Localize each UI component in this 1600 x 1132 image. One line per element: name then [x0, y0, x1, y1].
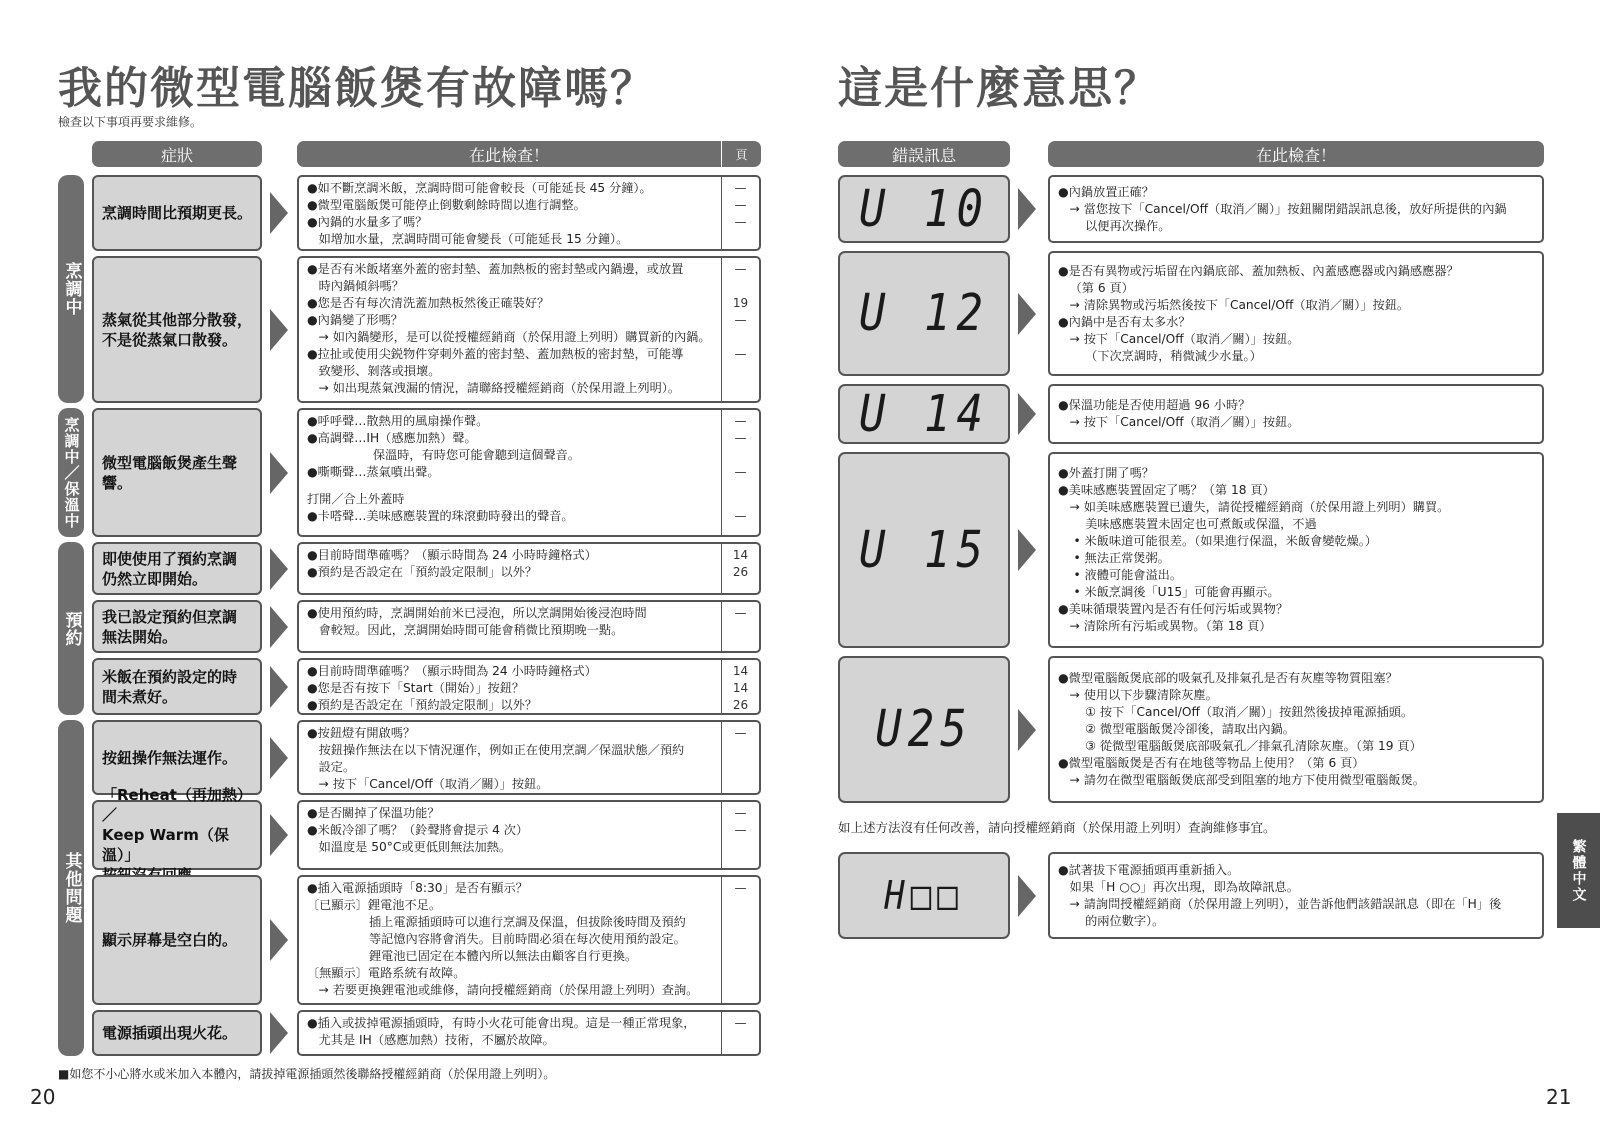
- check-cell: [297, 720, 761, 795]
- left-page-title: 我的微型電腦飯煲有故障嗎？: [58, 63, 656, 114]
- check-line: 按鈕操作無法在以下情況運作，例如正在使用烹調／保溫狀態／預約: [307, 743, 685, 757]
- check-line: • 無法正常煲粥。: [1058, 551, 1170, 565]
- check-line: ② 微型電腦飯煲冷卻後，請取出內鍋。: [1058, 722, 1295, 736]
- error-check-box: [1048, 656, 1544, 803]
- error-check-box: [1048, 251, 1544, 376]
- check-line: ●按鈕燈有開啟嗎？: [307, 726, 416, 740]
- check-line: 時內鍋傾斜嗎？: [307, 279, 404, 293]
- symptom-cell: [92, 408, 262, 537]
- page-ref: 26: [732, 698, 749, 712]
- arrow-icon: [1018, 293, 1036, 335]
- page-ref: —: [734, 1016, 747, 1030]
- arrow-icon: [270, 666, 288, 708]
- arrow-icon: [1018, 529, 1036, 571]
- symptom-cell: [92, 875, 262, 1005]
- page-ref: 19: [732, 296, 749, 310]
- arrow-icon: [270, 606, 288, 648]
- check-line: 如溫度是 50°C或更低則無法加熱。: [307, 840, 512, 854]
- check-line: 保溫時，有時您可能會聽到這個聲音。: [307, 448, 581, 462]
- arrow-icon: [1018, 875, 1036, 917]
- check-line: ●米飯冷卻了嗎？（鈴聲將會提示 4 次）: [307, 823, 529, 837]
- arrow-icon: [1018, 709, 1036, 751]
- left-page-subtitle: 檢查以下事項再要求維修。: [58, 115, 203, 129]
- check-line: ●保溫功能是否使用超過 96 小時？: [1058, 398, 1251, 412]
- check-line: ●插入或拔掉電源插頭時，有時小火花可能會出現。這是一種正常現象，: [307, 1016, 696, 1030]
- page-ref: [722, 329, 759, 346]
- symptom-line: 電源插頭出現火花。: [102, 1024, 238, 1042]
- h-error-check-box: [1048, 852, 1544, 939]
- check-line: 致變形、剝落或損壞。: [307, 364, 441, 378]
- check-line: ●您是否有每次清洗蓋加熱板然後正確裝好？: [307, 296, 550, 310]
- check-line: → 如出現蒸氣洩漏的情況，請聯絡授權經銷商（於保用證上列明）。: [307, 381, 681, 395]
- check-line: ●是否有米飯堵塞外蓋的密封墊、蓋加熱板的密封墊或內鍋邊，或放置: [307, 262, 684, 276]
- right-check-header: 在此檢查！: [1048, 141, 1544, 167]
- error-code: U 14: [859, 384, 989, 444]
- check-line: ●微型電腦飯煲是否有在地毯等物品上使用？（第 6 頁）: [1058, 756, 1365, 770]
- category-cooking-keepwarm: 烹調中／保溫中: [58, 408, 84, 537]
- check-line: ③ 從微型電腦飯煲底部吸氣孔／排氣孔清除灰塵。（第 19 頁）: [1058, 739, 1422, 753]
- left-footnote: ■如您不小心將水或米加入本體內，請拔掉電源插頭然後聯絡授權經銷商（於保用證上列明）。: [58, 1067, 556, 1081]
- page-ref-cell: [721, 258, 759, 401]
- symptom-line: 不是從蒸氣口散發。: [102, 330, 238, 349]
- page-ref: [722, 622, 759, 639]
- symptom-line: 間未煮好。: [102, 687, 178, 706]
- check-line: 插上電源插頭時可以進行烹調及保溫，但拔除後時間及預約: [307, 915, 686, 929]
- symptom-cell: [92, 720, 262, 795]
- left-page-number: 20: [30, 1085, 56, 1109]
- page-ref: —: [734, 215, 747, 229]
- check-line: → 清除所有污垢或異物。（第 18 頁）: [1058, 619, 1272, 633]
- error-message-header: 錯誤訊息: [838, 141, 1010, 167]
- page-ref: [722, 231, 759, 248]
- symptom-line: 「Reheat（再加熱）／: [102, 786, 252, 824]
- page-ref-cell: [721, 660, 759, 713]
- page-ref-cell: [721, 722, 759, 793]
- page-ref-cell: [721, 1012, 759, 1054]
- check-line: → 按下「Cancel/Off（取消／關）」按鈕。: [1058, 415, 1300, 429]
- check-line: 如果「H ○○」再次出現，即為故障訊息。: [1058, 880, 1299, 894]
- page-ref: —: [734, 823, 747, 837]
- check-line: ●是否有異物或污垢留在內鍋底部、蓋加熱板、內蓋感應器或內鍋感應器？: [1058, 263, 1459, 278]
- page-ref: [722, 965, 759, 982]
- check-line: 會較短。因此，烹調開始時間可能會稍微比預期晚一點。: [307, 623, 624, 637]
- check-line: 設定。: [307, 760, 356, 774]
- check-line: 的兩位數字）。: [1058, 914, 1165, 928]
- page-ref: [722, 931, 759, 948]
- arrow-icon: [270, 1012, 288, 1054]
- page-ref: [722, 363, 759, 380]
- page-ref: [722, 1032, 759, 1049]
- arrow-icon: [270, 737, 288, 779]
- check-cell: [297, 256, 761, 403]
- symptom-cell: [92, 658, 262, 715]
- symptom-line: 微型電腦飯煲產生聲: [102, 453, 238, 472]
- right-page-title: 這是什麼意思？: [838, 63, 1160, 114]
- check-cell: [297, 800, 761, 870]
- symptom-line: Keep Warm（保溫）」: [102, 826, 229, 864]
- arrow-icon: [270, 309, 288, 351]
- page-ref: —: [734, 262, 747, 276]
- check-line: ●高調聲…IH（感應加熱）聲。: [307, 431, 477, 445]
- arrow-icon: [270, 548, 288, 590]
- page-ref: 26: [732, 565, 749, 579]
- check-line: 等記憶內容將會消失。目前時間必須在每次使用預約設定。: [307, 932, 686, 946]
- check-line: → 請詢問授權經銷商（於保用證上列明），並告訴他們該錯誤訊息（即在「H」後: [1058, 897, 1502, 911]
- symptom-header: 症狀: [92, 141, 262, 167]
- symptom-line: 顯示屏幕是空白的。: [102, 931, 238, 949]
- symptom-line: 烹調時間比預期更長。: [102, 204, 253, 222]
- arrow-icon: [270, 452, 288, 494]
- check-cell: [297, 875, 761, 1005]
- page-ref: [722, 897, 759, 914]
- error-code: U25: [875, 700, 973, 759]
- lcd-display: [838, 656, 1010, 803]
- check-line: 打開／合上外蓋時: [307, 492, 405, 506]
- check-line: 〔無顯示〕電路系統有故障。: [307, 966, 466, 980]
- arrow-icon: [270, 919, 288, 961]
- page-ref: —: [734, 347, 747, 361]
- page-ref: [722, 481, 759, 491]
- page-ref: [722, 491, 759, 508]
- check-line: ●美味感應裝置固定了嗎？（第 18 頁）: [1058, 483, 1275, 497]
- page-ref: [722, 948, 759, 965]
- page-ref: [722, 914, 759, 931]
- page-ref: [722, 759, 759, 776]
- language-tab: 繁體中文: [1557, 813, 1600, 928]
- check-line: ●如不斷烹調米飯，烹調時間可能會較長（可能延長 45 分鐘）。: [307, 181, 652, 195]
- check-line: • 液體可能會溢出。: [1058, 568, 1183, 582]
- symptom-line: 無法開始。: [102, 627, 178, 646]
- check-line: ●外蓋打開了嗎？: [1058, 466, 1154, 480]
- symptom-line: 我已設定預約但烹調: [102, 607, 238, 626]
- page-ref-cell: [721, 544, 759, 593]
- check-cell: [297, 658, 761, 715]
- arrow-icon: [1018, 188, 1036, 230]
- page-ref: —: [734, 313, 747, 327]
- check-cell: [297, 542, 761, 595]
- page-ref-cell: [721, 602, 759, 651]
- symptom-line: 即使使用了預約烹調: [102, 549, 238, 568]
- error-code: U 12: [859, 284, 989, 343]
- symptom-line: 蒸氣從其他部分散發，: [102, 310, 253, 329]
- page-ref: —: [734, 465, 747, 479]
- page-ref: [722, 839, 759, 856]
- check-cell: [297, 408, 761, 537]
- check-header: 在此檢查！: [297, 141, 721, 167]
- page-ref: —: [734, 806, 747, 820]
- check-line: → 如美味感應裝置已遺失，請從授權經銷商（於保用證上列明）購買。: [1058, 500, 1450, 514]
- page-ref: —: [734, 414, 747, 428]
- page-ref-cell: [721, 802, 759, 868]
- check-line: ●卡嗒聲…美味感應裝置的珠滾動時發出的聲音。: [307, 509, 574, 523]
- check-line: ●嘶嘶聲…蒸氣噴出聲。: [307, 465, 440, 479]
- check-line: ●目前時間準確嗎？（顯示時間為 24 小時時鐘格式）: [307, 664, 597, 678]
- page-ref: [722, 982, 759, 999]
- page-header: 頁: [721, 141, 761, 167]
- check-cell: [297, 175, 761, 251]
- check-line: • 米飯味道可能很差。（如果進行保溫，米飯會變乾燥。）: [1058, 534, 1378, 548]
- page-ref: —: [734, 509, 747, 523]
- symptom-line: 仍然立即開始。: [102, 569, 208, 588]
- check-cell: [297, 600, 761, 653]
- page-ref: [722, 447, 759, 464]
- arrow-icon: [270, 192, 288, 234]
- page-ref: [722, 742, 759, 759]
- check-line: （第 6 頁）: [1058, 280, 1134, 295]
- error-check-box: [1048, 452, 1544, 648]
- symptom-cell: [92, 175, 262, 251]
- check-line: 以便再次操作。: [1058, 218, 1171, 233]
- check-line: → 清除異物或污垢然後按下「Cancel/Off（取消／關）」按鈕。: [1058, 297, 1410, 312]
- lcd-display: [838, 452, 1010, 648]
- page-ref: [722, 278, 759, 295]
- check-line: ① 按下「Cancel/Off（取消／關）」按鈕然後拔掉電源插頭。: [1058, 705, 1414, 719]
- lcd-h-error: [838, 852, 1010, 939]
- arrow-icon: [1018, 393, 1036, 435]
- category-cooking: 烹調中: [58, 175, 84, 403]
- symptom-line: 響。: [102, 473, 133, 492]
- check-line: ●是否關掉了保溫功能？: [307, 806, 440, 820]
- symptom-cell: [92, 600, 262, 653]
- error-code: U 10: [859, 179, 989, 239]
- check-line: → 按下「Cancel/Off（取消／關）」按鈕。: [1058, 331, 1300, 346]
- symptom-line: 按鈕操作無法運作。: [102, 748, 238, 767]
- page-ref: [722, 776, 759, 793]
- page-ref-cell: [721, 410, 759, 535]
- check-line: 尤其是 IH（感應加熱）技術，不屬於故障。: [307, 1033, 555, 1047]
- check-cell: [297, 1010, 761, 1056]
- check-line: ●內鍋的水量多了嗎？: [307, 215, 428, 229]
- check-line: ●您是否有按下「Start（開始）」按鈕？: [307, 681, 525, 695]
- check-line: ●內鍋放置正確？: [1058, 184, 1154, 199]
- check-line: → 當您按下「Cancel/Off（取消／關）」按鈕關閉錯誤訊息後，放好所提供的內鍋: [1058, 201, 1507, 216]
- symptom-cell: [92, 786, 262, 870]
- check-line: ●微型電腦飯煲可能停止倒數剩餘時間以進行調整。: [307, 198, 586, 212]
- error-code: U 15: [859, 520, 989, 580]
- lcd-display: [838, 251, 1010, 376]
- page-ref-cell: [721, 877, 759, 1003]
- check-line: 鋰電池已固定在本體內所以無法由顧客自行更換。: [307, 949, 638, 963]
- check-line: ●美味循環裝置內是否有任何污垢或異物？: [1058, 602, 1289, 616]
- check-line: → 若要更換鋰電池或維修，請向授權經銷商（於保用證上列明）查詢。: [307, 983, 699, 997]
- check-line: 美味感應裝置未固定也可煮飯或保溫，不過: [1058, 517, 1317, 531]
- error-check-box: [1048, 175, 1544, 243]
- page-ref: —: [734, 431, 747, 445]
- error-check-box: [1048, 384, 1544, 444]
- category-other: 其他問題: [58, 720, 84, 1056]
- check-line: [307, 481, 713, 491]
- check-line: ●呼呼聲…散熱用的風扇操作聲。: [307, 414, 489, 428]
- page-ref-cell: [721, 177, 759, 249]
- symptom-line: 米飯在預約設定的時: [102, 667, 238, 686]
- check-line: ●目前時間準確嗎？（顯示時間為 24 小時時鐘格式）: [307, 548, 597, 562]
- page-ref: 14: [732, 664, 749, 678]
- page-ref: —: [734, 181, 747, 195]
- check-line: → 如內鍋變形，是可以從授權經銷商（於保用證上列明）購買新的內鍋。: [307, 330, 711, 344]
- check-line: ●內鍋中是否有太多水？: [1058, 314, 1191, 329]
- check-line: → 請勿在微型電腦飯煲底部受到阻塞的地方下使用微型電腦飯煲。: [1058, 773, 1425, 787]
- check-line: ●試著拔下電源插頭再重新插入。: [1058, 863, 1240, 877]
- check-line: 如增加水量，烹調時間可能會變長（可能延長 15 分鐘）。: [307, 232, 629, 246]
- check-line: ●預約是否設定在「預約設定限制」以外？: [307, 565, 538, 579]
- page-ref: —: [734, 606, 747, 620]
- check-line: （下次烹調時，稍微減少水量。）: [1058, 348, 1262, 363]
- page-ref: —: [734, 881, 747, 895]
- error-code-h: H□□: [884, 872, 964, 919]
- check-line: ●拉扯或使用尖鋭物件穿刺外蓋的密封墊、蓋加熱板的密封墊，可能導: [307, 347, 684, 361]
- symptom-cell: [92, 256, 262, 403]
- category-timer: 預約: [58, 542, 84, 715]
- check-line: 〔已顯示〕鋰電池不足。: [307, 898, 442, 912]
- page-ref: —: [734, 726, 747, 740]
- arrow-icon: [270, 814, 288, 856]
- repair-note: 如上述方法沒有任何改善，請向授權經銷商（於保用證上列明）查詢維修事宜。: [838, 820, 1276, 835]
- check-line: • 米飯烹調後「U15」可能會再顯示。: [1058, 585, 1280, 599]
- page-ref: [722, 380, 759, 397]
- check-line: ●使用預約時，烹調開始前米已浸泡，所以烹調開始後浸泡時間: [307, 606, 647, 620]
- lcd-display: [838, 384, 1010, 444]
- page-ref: 14: [732, 548, 749, 562]
- symptom-cell: [92, 1010, 262, 1056]
- page-ref: 14: [732, 681, 749, 695]
- lcd-display: [838, 175, 1010, 243]
- check-line: ●微型電腦飯煲底部的吸氣孔及排氣孔是否有灰塵等物質阻塞？: [1058, 671, 1398, 685]
- check-line: ●插入電源插頭時「8:30」是否有顯示？: [307, 881, 528, 895]
- right-page-number: 21: [1546, 1085, 1572, 1109]
- check-line: ●內鍋變了形嗎？: [307, 313, 403, 327]
- check-line: ●預約是否設定在「預約設定限制」以外？: [307, 698, 538, 712]
- page-ref: —: [734, 198, 747, 212]
- check-line: → 使用以下步驟清除灰塵。: [1058, 688, 1218, 702]
- symptom-cell: [92, 542, 262, 595]
- check-line: → 按下「Cancel/Off（取消／關）」按鈕。: [307, 777, 549, 791]
